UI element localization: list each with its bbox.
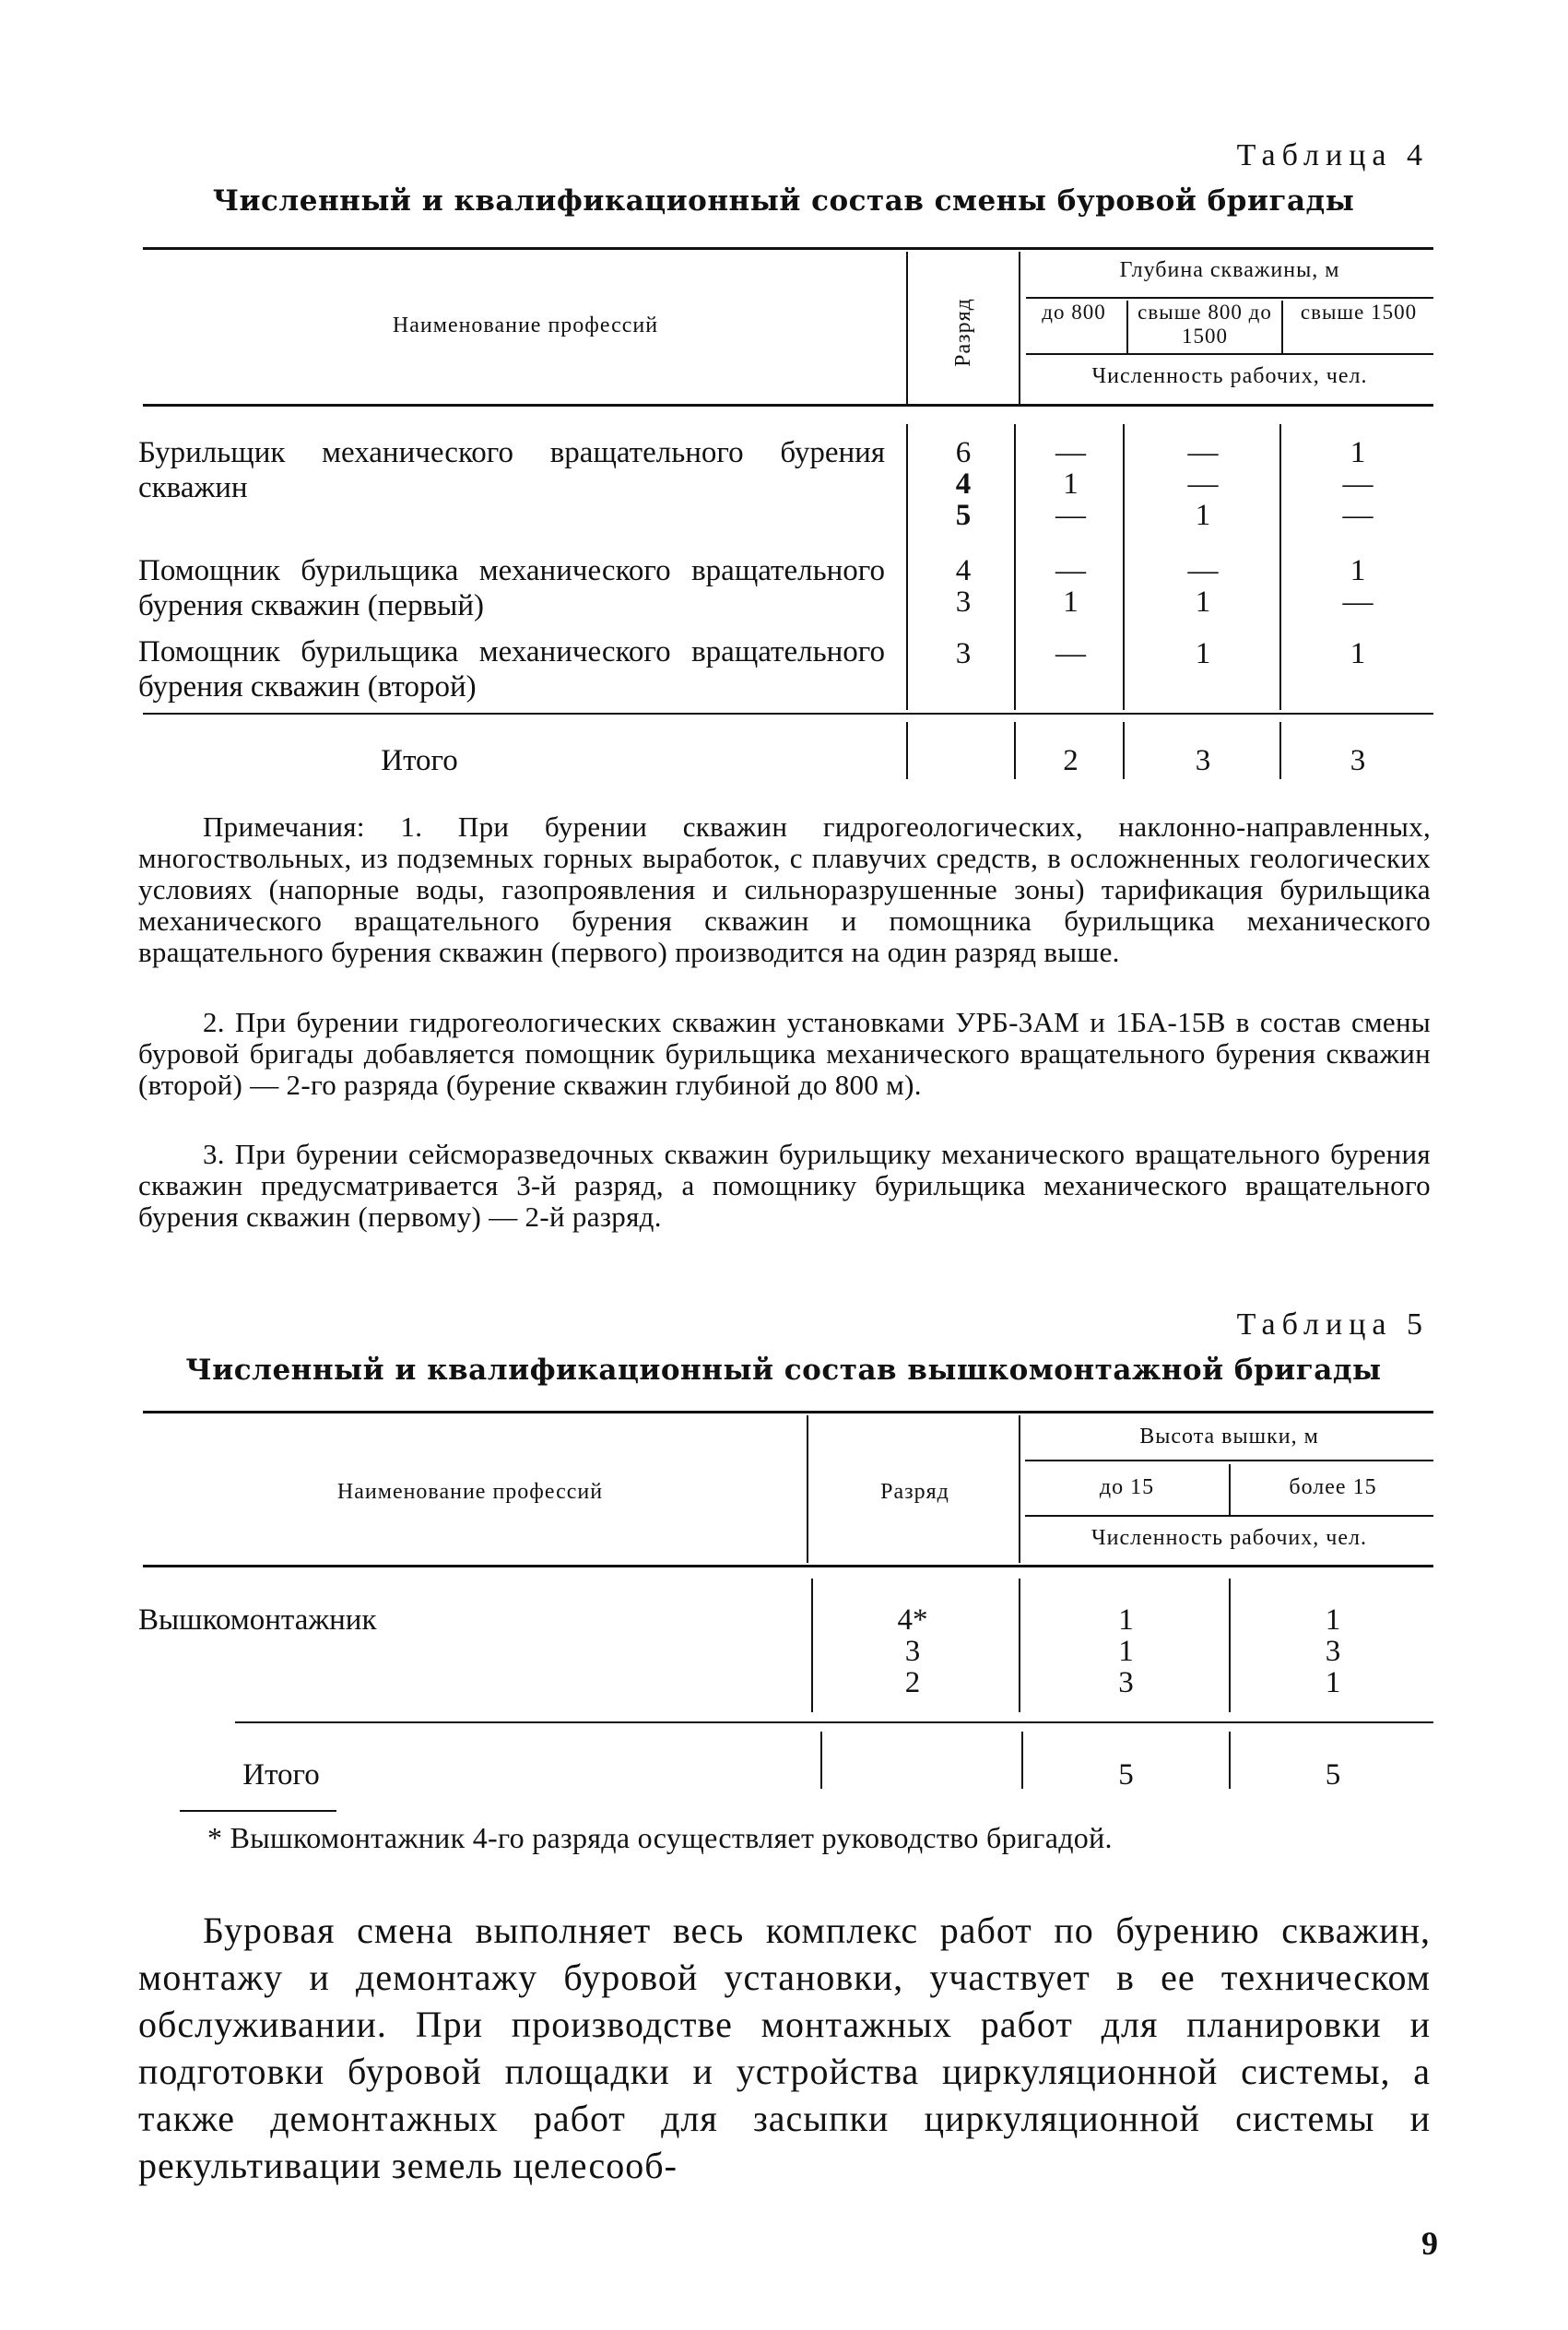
table4-vrule [1014,424,1016,710]
table-cell: 3 [955,585,972,619]
table5-caption: Таблица 5 [1236,1307,1429,1342]
table5-footnote: * Вышкомонтажник 4-го разряда осуществляет руководство бригадой. [207,1821,1113,1854]
table-cell: — [1187,436,1219,469]
table4-row1-name: Бурильщик механического вращательного бурения скважин [138,436,885,504]
table4-head-depth: Глубина скважины, м [1119,258,1340,282]
table4-vrule [906,252,908,404]
table5-head-grade: Разряд [880,1480,949,1504]
table4-head-c3: свыше 1500 [1300,301,1418,324]
table5-total-c2: 5 [1325,1758,1341,1792]
table4-vrule [906,424,908,710]
table-cell: 1 [1063,467,1079,501]
table-cell: 3 [1118,1666,1134,1699]
table5-vrule [1019,1579,1020,1712]
table5-total-c1: 5 [1118,1758,1134,1792]
table-cell: — [1055,499,1086,532]
table4-vrule [1279,722,1281,779]
note-3: 3. При бурении сейсморазведочных скважин бурильщику механического вращательного бурения скважин предусматривается 3-й разряд, а помощнику бурильщика механического вращательного бурения скважин (первому) — 2-й разряд. [138,1138,1431,1233]
table-cell: — [1187,554,1219,587]
table4-vrule [1126,301,1128,354]
table4-row2-name: Помощник бурильщика механического вращательного бурения скважин (первый) [138,554,885,622]
table4-vrule [1019,252,1020,404]
table4-head-name: Наименование профессий [392,313,659,337]
table5-head-count: Численность рабочих, чел. [1091,1526,1367,1550]
table-cell: 3 [904,1635,921,1668]
table4-vrule [1281,301,1283,354]
table-cell: 5 [955,499,972,532]
table4-total-rule [143,713,1433,715]
table4-title: Численный и квалификационный состав смены буровой бригады [212,184,1355,218]
table5-vrule [811,1579,813,1712]
table4-row3-name: Помощник бурильщика механического вращательного бурения скважин (второй) [138,635,885,704]
table4-total-label: Итого [381,744,458,777]
table-cell: — [1342,499,1373,532]
table5-total-rule [235,1721,1433,1723]
table-cell: 1 [1325,1666,1341,1699]
table4-total-c3: 3 [1350,744,1366,777]
table-cell: 4 [955,467,972,501]
table-cell: 1 [1350,554,1366,587]
table5-top-rule [143,1411,1433,1413]
table5-head-c2: более 15 [1289,1475,1377,1499]
table-cell: 4 [955,554,972,587]
table-cell: 1 [1350,436,1366,469]
table4-vrule [1014,722,1016,779]
table-cell: — [1342,467,1373,501]
table-cell: — [1187,467,1219,501]
table5-height-rule [1025,1460,1433,1461]
table5-title: Численный и квалификационный состав вышкомонтажной бригады [185,1354,1382,1387]
table4-total-c1: 2 [1063,744,1079,777]
table-cell: — [1055,554,1086,587]
table-cell: 1 [1118,1603,1134,1637]
table4-subhead-rule [1026,353,1433,355]
table-cell: 4* [897,1603,928,1637]
table4-head-count: Численность рабочих, чел. [1091,364,1368,388]
table4-head-c1: до 800 [1042,301,1106,324]
table-cell: — [1055,436,1086,469]
table4-vrule [1279,424,1281,710]
table-cell: 3 [955,637,972,670]
table5-vrule [807,1415,808,1563]
table5-head-c1: до 15 [1099,1475,1155,1499]
table-cell: — [1342,585,1373,619]
table-cell: 1 [1350,637,1366,670]
table5-row1-name: Вышкомонтажник [138,1603,377,1637]
table5-subhead-rule [1025,1515,1433,1517]
note-2: 2. При бурении гидрогеологических скважин установками УРБ-3АМ и 1БА-15В в состав смены буровой бригады добавляется помощник бурильщика механического вращательного бурения скважин (второй) — 2-го разряда (бурение скважин глубиной до 800 м). [138,1006,1431,1101]
table5-vrule [1229,1732,1231,1789]
table5-vrule [1229,1579,1231,1712]
table-cell: 1 [1325,1603,1341,1637]
table-cell: 3 [1325,1635,1341,1668]
page-number: 9 [1421,2225,1438,2262]
table4-head-c2: свыше 800 до 1500 [1138,301,1272,348]
table-cell: 1 [1118,1635,1134,1668]
note-1: Примечания: 1. При бурении скважин гидрогеологических, наклонно-направленных, многоствольных, из подземных горных выработок, с плавучих средств, в осложненных геологических условиях (напорные воды, газопроявления и сильноразрушенные зоны) тарификация бурильщика механического вращательного бурения скважин и помощника бурильщика механического вращательного бурения скважин (первого) производится на один разряд выше. [138,810,1431,968]
table-cell: 1 [1195,585,1211,619]
table-cell: 1 [1195,637,1211,670]
table-cell: 1 [1063,585,1079,619]
table5-head-name: Наименование профессий [336,1480,604,1504]
table5-head-rule [143,1565,1433,1567]
table4-head-rule [143,404,1433,407]
table-cell: 2 [904,1666,921,1699]
table5-vrule [1229,1464,1231,1515]
footnote-rule [180,1810,336,1812]
table5-vrule [820,1732,822,1789]
table5-head-height: Высота вышки, м [1139,1425,1319,1449]
table4-depth-rule [1026,297,1433,299]
table4-caption: Таблица 4 [1236,138,1429,172]
table4-head-grade: Разряд [950,297,975,367]
body-paragraph: Буровая смена выполняет весь комплекс работ по бурению скважин, монтажу и демонтажу буровой установки, участвует в ее техническом обслуживании. При производстве монтажных работ для планировки и подготовки буровой площадки и устройства циркуляционной системы, а также демонтажных работ для засыпки циркуляционной системы и рекультивации земель целесооб- [138,1910,1431,2186]
table5-total-label: Итого [242,1758,320,1792]
table4-top-rule [143,247,1433,250]
table-cell: — [1055,637,1086,670]
table4-vrule [906,722,908,779]
table5-vrule [1019,1415,1020,1563]
table4-vrule [1123,722,1125,779]
table-cell: 6 [955,436,972,469]
table-cell: 1 [1195,499,1211,532]
table4-vrule [1123,424,1125,710]
table4-total-c2: 3 [1195,744,1211,777]
